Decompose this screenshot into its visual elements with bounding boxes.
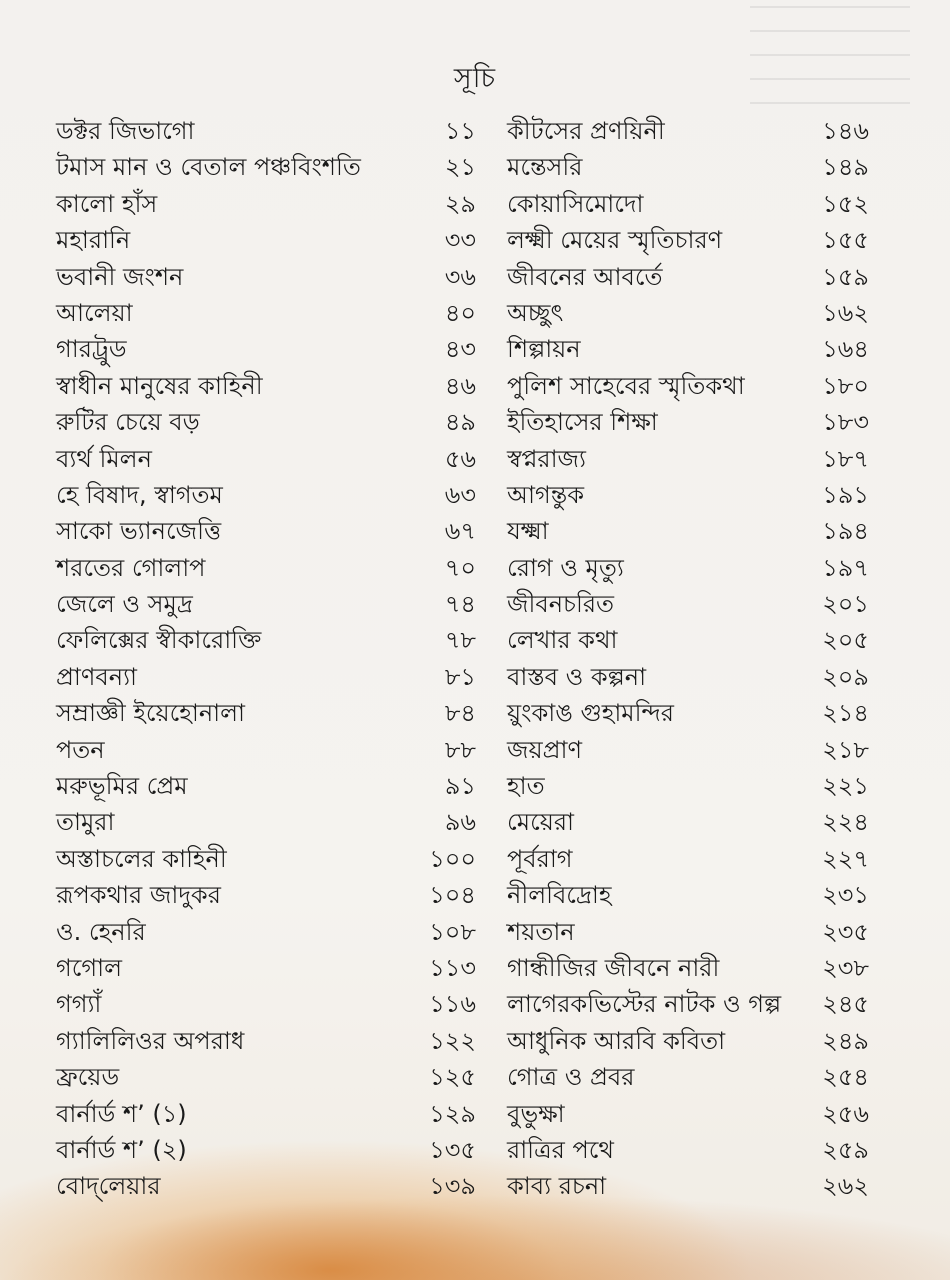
toc-entry <box>507 877 869 913</box>
toc-entry <box>56 659 476 695</box>
toc-entry-title: স্বপ্নরাজ্য <box>507 444 586 473</box>
toc-entry-page: ১৫৫ <box>822 226 869 255</box>
toc-entry-title: লেখার কথা <box>507 626 618 655</box>
toc-entry-page: ৪০ <box>444 298 476 327</box>
toc-entry <box>56 1132 476 1168</box>
toc-entry-page: ২৬২ <box>822 1172 869 1201</box>
toc-entry <box>56 732 476 768</box>
toc-entry <box>56 113 476 149</box>
toc-entry-title: মেয়েরা <box>507 808 575 837</box>
toc-entry-page: ২৩৫ <box>822 917 869 946</box>
toc-entry <box>507 513 869 549</box>
toc-entry-page: ৫৬ <box>444 444 476 473</box>
toc-entry-page: ৬৩ <box>444 480 476 509</box>
toc-entry <box>56 404 476 440</box>
toc-entry <box>507 222 869 258</box>
toc-entry-title: রাত্রির পথে <box>507 1135 614 1164</box>
toc-entry <box>507 732 869 768</box>
toc-entry-title: হাত <box>507 772 545 801</box>
toc-entry-page: ১৮৩ <box>822 408 869 437</box>
toc-entry <box>507 295 869 331</box>
toc-entry <box>56 1059 476 1095</box>
toc-entry-title: গগ্যাঁ <box>56 990 102 1019</box>
toc-entry <box>507 477 869 513</box>
toc-entry-title: ভবানী জংশন <box>56 262 184 291</box>
toc-entry-title: পুলিশ সাহেবের স্মৃতিকথা <box>507 371 745 400</box>
toc-entry-title: লক্ষ্মী মেয়ের স্মৃতিচারণ <box>507 226 723 255</box>
toc-entry <box>507 331 869 367</box>
toc-entry-page: ৩৬ <box>444 262 476 291</box>
toc-entry-title: গ্যালিলিওর অপরাধ <box>56 1026 245 1055</box>
toc-entry-title: গারট্রুড <box>56 335 127 364</box>
toc-entry-page: ১৬৪ <box>822 335 869 364</box>
toc-entry-page: ১০০ <box>429 844 476 873</box>
toc-entry <box>56 1168 476 1204</box>
toc-entry-title: সাকো ভ্যানজেত্তি <box>56 517 222 546</box>
toc-entry <box>507 1168 869 1204</box>
toc-entry <box>56 149 476 185</box>
toc-entry-title: ডক্টর জিভাগো <box>56 117 195 145</box>
toc-entry-page: ৮৮ <box>444 735 476 764</box>
toc-entry-page: ১৫২ <box>822 189 869 218</box>
toc-entry-page: ৪৬ <box>444 371 476 400</box>
toc-entry-page: ১১৩ <box>429 953 476 982</box>
toc-entry-title: জীবনচরিত <box>507 590 615 619</box>
toc-entry-title: নীলবিদ্রোহ <box>507 881 612 910</box>
toc-entry-page: ২১৮ <box>822 735 869 764</box>
toc-entry-page: ২২৭ <box>822 844 869 873</box>
toc-entry-title: গগোল <box>56 953 122 982</box>
toc-entry-page: ১২৯ <box>429 1099 476 1128</box>
toc-entry <box>507 113 869 149</box>
toc-entry-title: সম্রাজ্ঞী ইয়েহোনালা <box>56 699 245 728</box>
toc-entry-title: টমাস মান ও বেতাল পঞ্চবিংশতি <box>56 153 361 182</box>
toc-entry <box>56 804 476 840</box>
toc-entry-title: মন্তেসরি <box>507 153 583 182</box>
toc-entry <box>56 622 476 658</box>
toc-entry-title: শয়তান <box>507 917 575 946</box>
toc-entry <box>56 695 476 731</box>
toc-entry-title: ফ্রয়েড <box>56 1063 120 1092</box>
toc-entry-page: ৯১ <box>444 772 476 801</box>
toc-entry-page: ২০১ <box>822 590 869 619</box>
toc-entry-title: গোত্র ও প্রবর <box>507 1063 635 1092</box>
toc-entry-page: ২১৪ <box>822 699 869 728</box>
toc-column-left <box>56 113 476 1205</box>
toc-entry-title: আগন্তুক <box>507 480 585 509</box>
toc-entry-title: যক্ষ্মা <box>507 517 549 546</box>
toc-entry-title: শরতের গোলাপ <box>56 553 206 582</box>
toc-entry-title: ফেলিক্সের স্বীকারোক্তি <box>56 626 262 655</box>
toc-entry-page: ১২২ <box>429 1026 476 1055</box>
toc-entry <box>56 441 476 477</box>
toc-entry <box>507 659 869 695</box>
toc-entry-page: ১৫৯ <box>822 262 869 291</box>
toc-entry <box>507 368 869 404</box>
toc-entry <box>507 986 869 1022</box>
toc-entry <box>56 1023 476 1059</box>
toc-entry-title: স্বাধীন মানুষের কাহিনী <box>56 371 263 400</box>
toc-entry-title: অস্তাচলের কাহিনী <box>56 844 227 873</box>
toc-entry-page: ২১ <box>444 153 476 182</box>
toc-entry-title: লাগেরকভিস্টের নাটক ও গল্প <box>507 990 782 1019</box>
toc-entry-page: ৭৪ <box>444 590 476 619</box>
toc-entry-page: ১৯১ <box>822 480 869 509</box>
toc-entry <box>507 768 869 804</box>
toc-entry-title: য়ুংকাঙ গুহামন্দির <box>507 699 674 728</box>
toc-entry-page: ৬৭ <box>444 517 476 546</box>
toc-entry-page: ২৪৯ <box>822 1026 869 1055</box>
toc-entry <box>507 1096 869 1132</box>
toc-entry <box>56 950 476 986</box>
toc-entry-title: জয়প্রাণ <box>507 735 582 764</box>
toc-entry <box>507 149 869 185</box>
toc-entry <box>507 622 869 658</box>
toc-entry-page: ৯৬ <box>444 808 476 837</box>
toc-entry <box>507 550 869 586</box>
toc-entry-title: ইতিহাসের শিক্ষা <box>507 408 658 437</box>
toc-entry-page: ১১ <box>444 117 476 145</box>
toc-entry-title: অচ্ছুৎ <box>507 298 564 327</box>
toc-entry-title: বুভুক্ষা <box>507 1099 565 1128</box>
toc-entry-title: প্রাণবন্যা <box>56 662 137 691</box>
toc-entry-page: ১৪৯ <box>822 153 869 182</box>
toc-entry-title: জীবনের আবর্তে <box>507 262 663 291</box>
toc-entry <box>507 914 869 950</box>
toc-entry-title: বার্নার্ড শ’ (১) <box>56 1099 187 1128</box>
toc-entry-page: ১৪৬ <box>822 117 869 145</box>
toc-column-right <box>507 113 869 1205</box>
toc-entry <box>56 477 476 513</box>
toc-entry <box>56 331 476 367</box>
toc-entry-title: শিল্পায়ন <box>507 335 581 364</box>
toc-entry <box>56 550 476 586</box>
toc-entry <box>56 1096 476 1132</box>
toc-entry-page: ২৫৯ <box>822 1135 869 1164</box>
toc-entry <box>507 695 869 731</box>
toc-entry-page: ৮১ <box>444 662 476 691</box>
toc-entry-page: ৮৪ <box>444 699 476 728</box>
toc-entry-title: রুটির চেয়ে বড় <box>56 408 200 437</box>
toc-entry-title: পূর্বরাগ <box>507 844 573 873</box>
toc-entry-title: আধুনিক আরবি কবিতা <box>507 1026 726 1055</box>
toc-entry-title: কোয়াসিমোদো <box>507 189 644 218</box>
toc-entry <box>507 950 869 986</box>
toc-entry-title: রূপকথার জাদুকর <box>56 881 221 910</box>
toc-entry <box>56 586 476 622</box>
toc-entry <box>507 804 869 840</box>
toc-entry-page: ২০৯ <box>822 662 869 691</box>
toc-entry-title: বার্নার্ড শ’ (২) <box>56 1135 187 1164</box>
toc-entry-title: গান্ধীজির জীবনে নারী <box>507 953 720 982</box>
toc-entry <box>56 368 476 404</box>
toc-entry-title: আলেয়া <box>56 298 133 327</box>
toc-entry-page: ৭৮ <box>444 626 476 655</box>
toc-entry-title: জেলে ও সমুদ্র <box>56 590 193 619</box>
toc-entry-title: হে বিষাদ, স্বাগতম <box>56 480 223 509</box>
toc-entry <box>507 186 869 222</box>
toc-entry-page: ১০৮ <box>429 917 476 946</box>
toc-entry-page: ২২৪ <box>822 808 869 837</box>
toc-entry-title: পতন <box>56 735 105 764</box>
toc-entry-title: ব্যর্থ মিলন <box>56 444 152 473</box>
toc-entry-title: মরুভূমির প্রেম <box>56 772 188 801</box>
toc-entry-page: ২০৫ <box>822 626 869 655</box>
toc-entry-title: কালো হাঁস <box>56 189 158 218</box>
toc-entry-title: বোদ্‌লেয়ার <box>56 1172 161 1201</box>
toc-entry-page: ১০৪ <box>429 881 476 910</box>
toc-entry <box>507 1059 869 1095</box>
toc-entry-page: ১৩৯ <box>429 1172 476 1201</box>
toc-entry-title: মহারানি <box>56 226 131 255</box>
toc-entry-page: ৪৯ <box>444 408 476 437</box>
toc-entry <box>507 441 869 477</box>
toc-entry <box>507 404 869 440</box>
toc-entry <box>507 1023 869 1059</box>
toc-entry <box>56 986 476 1022</box>
toc-entry <box>56 877 476 913</box>
toc-entry <box>56 295 476 331</box>
toc-entry-page: ২৪৫ <box>822 990 869 1019</box>
toc-entry <box>56 186 476 222</box>
toc-entry-page: ১৯৭ <box>822 553 869 582</box>
toc-entry <box>56 768 476 804</box>
toc-entry-title: তামুরা <box>56 808 115 837</box>
toc-entry-title: কীটসের প্রণয়িনী <box>507 117 665 145</box>
toc-entry-title: বাস্তব ও কল্পনা <box>507 662 647 691</box>
page-title: সূচি <box>453 63 497 94</box>
toc-entry <box>56 841 476 877</box>
toc-entry <box>507 1132 869 1168</box>
toc-entry-page: ১৬২ <box>822 298 869 327</box>
toc-entry-page: ১১৬ <box>429 990 476 1019</box>
toc-entry <box>507 586 869 622</box>
toc-entry <box>56 914 476 950</box>
toc-entry-title: কাব্য রচনা <box>507 1172 607 1201</box>
toc-entry <box>56 259 476 295</box>
toc-entry <box>56 513 476 549</box>
toc-entry-page: ৪৩ <box>444 335 476 364</box>
toc-entry <box>56 222 476 258</box>
toc-entry-page: ২৫৪ <box>822 1063 869 1092</box>
toc-entry-page: ২৩১ <box>822 881 869 910</box>
toc-entry-title: রোগ ও মৃত্যু <box>507 553 624 582</box>
toc-entry-title: ও. হেনরি <box>56 917 146 946</box>
toc-entry-page: ১২৫ <box>429 1063 476 1092</box>
toc-entry-page: ২৯ <box>444 189 476 218</box>
toc-entry-page: ১৮৭ <box>822 444 869 473</box>
toc-entry-page: ১৯৪ <box>822 517 869 546</box>
toc-entry <box>507 841 869 877</box>
toc-entry-page: ১৩৫ <box>429 1135 476 1164</box>
toc-entry-page: ২৩৮ <box>822 953 869 982</box>
toc-entry-page: ২৫৬ <box>822 1099 869 1128</box>
toc-entry-page: ৩৩ <box>444 226 476 255</box>
toc-entry-page: ৭০ <box>444 553 476 582</box>
toc-entry-page: ১৮০ <box>822 371 869 400</box>
toc-entry-page: ২২১ <box>822 772 869 801</box>
toc-entry <box>507 259 869 295</box>
